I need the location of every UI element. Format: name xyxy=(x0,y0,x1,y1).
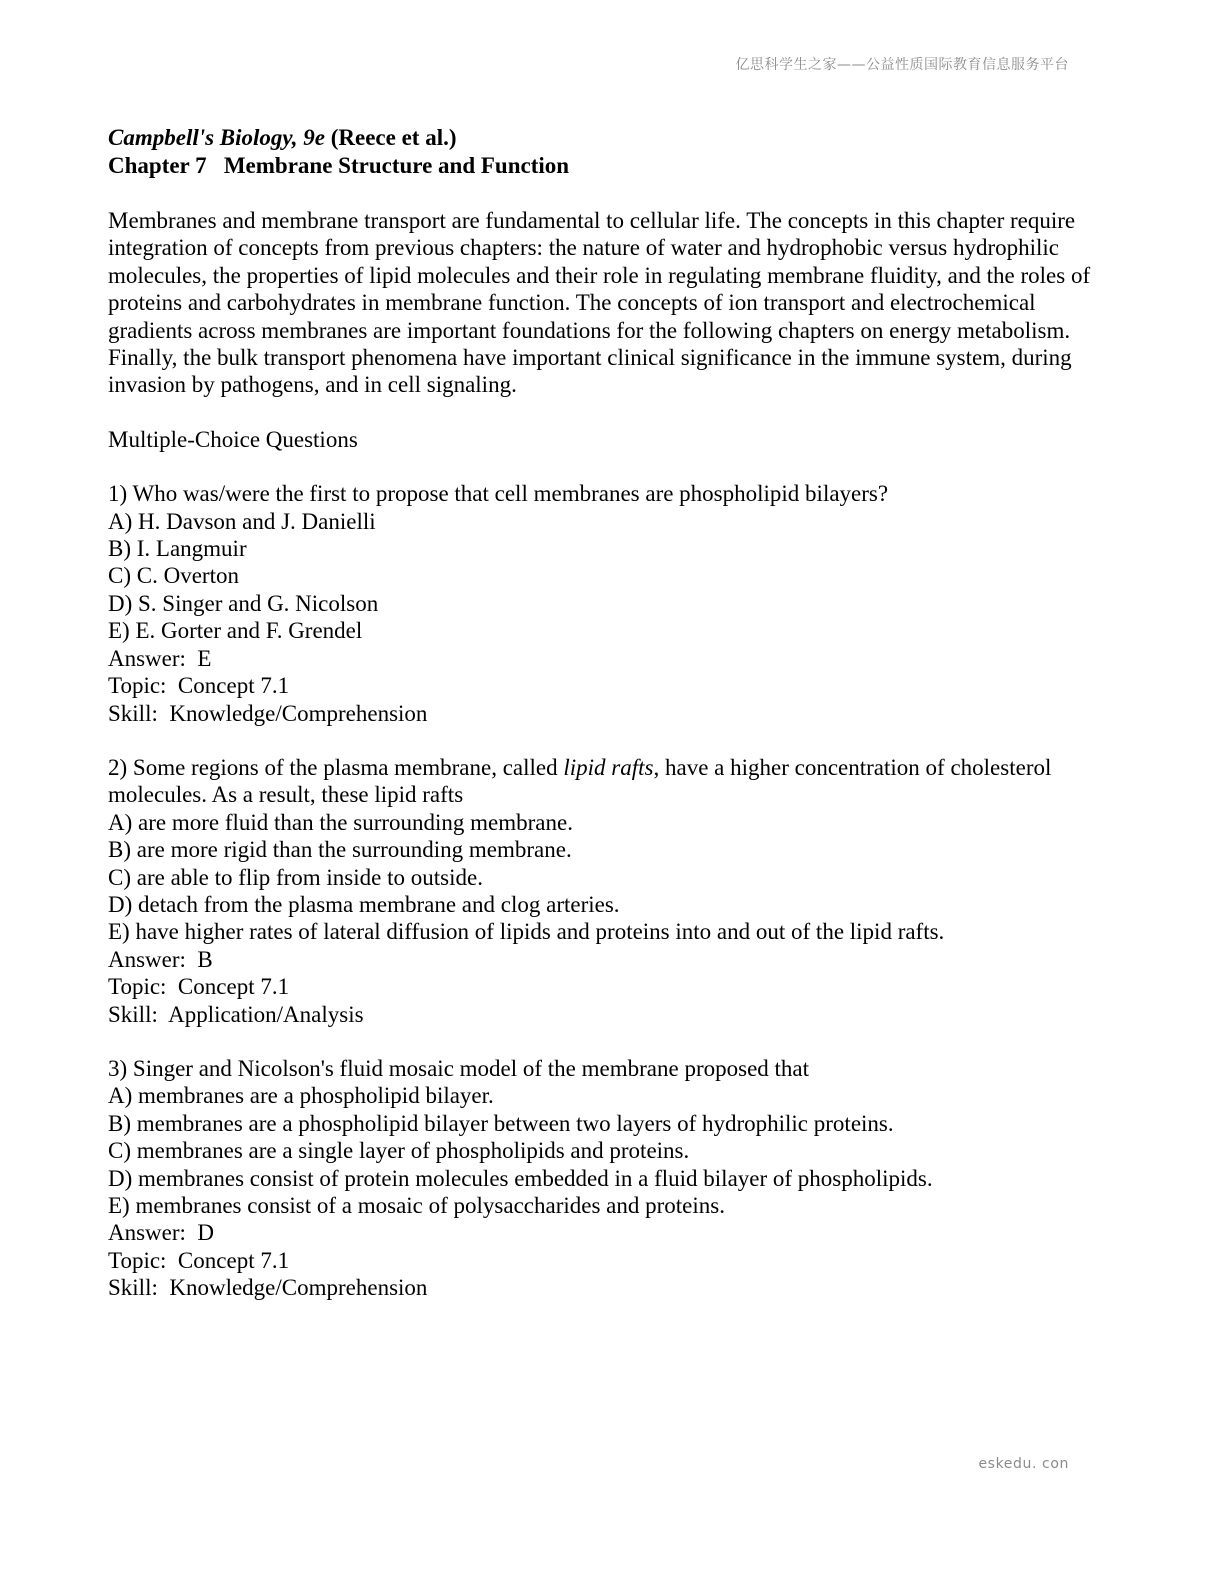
option-a: A) H. Davson and J. Danielli xyxy=(108,508,376,534)
topic-line: Topic: Concept 7.1 xyxy=(108,673,290,699)
topic-line: Topic: Concept 7.1 xyxy=(108,974,290,1000)
footer-site-text: eskedu. con xyxy=(978,1456,1069,1472)
option-e: E) membranes consist of a mosaic of polysaccharides and proteins. xyxy=(108,1193,725,1218)
option-b: B) I. Langmuir xyxy=(108,536,247,562)
option-a: A) are more fluid than the surrounding membrane. xyxy=(108,809,573,835)
chapter-title: Chapter 7 Membrane Structure and Function xyxy=(108,153,570,178)
question-stem: 1) Who was/were the first to propose that cell membranes are phospholipid bilayers? xyxy=(108,481,889,507)
option-a: A) membranes are a phospholipid bilayer. xyxy=(108,1083,494,1109)
option-b: B) membranes are a phospholipid bilayer between two layers of hydrophilic proteins. xyxy=(108,1110,894,1136)
option-c: C) C. Overton xyxy=(108,563,239,589)
question-1 xyxy=(108,480,1098,727)
topic-line: Topic: Concept 7.1 xyxy=(108,1247,290,1273)
option-d: D) S. Singer and G. Nicolson xyxy=(108,590,379,616)
book-title-italic: Campbell's Biology, 9e xyxy=(108,125,325,150)
option-d: D) membranes consist of protein molecules embedded in a fluid bilayer of phospholipids. xyxy=(108,1165,933,1191)
option-d: D) detach from the plasma membrane and clog arteries. xyxy=(108,891,620,917)
section-heading: Multiple-Choice Questions xyxy=(108,426,358,452)
answer-line: Answer: E xyxy=(108,645,212,671)
skill-line: Skill: Knowledge/Comprehension xyxy=(108,1275,428,1301)
skill-line: Skill: Knowledge/Comprehension xyxy=(108,700,428,726)
skill-line: Skill: Application/Analysis xyxy=(108,1001,364,1027)
answer-line: Answer: D xyxy=(108,1220,215,1246)
option-c: C) are able to flip from inside to outside. xyxy=(108,864,483,890)
intro-paragraph: Membranes and membrane transport are fundamental to cellular life. The concepts in this chapter require integration of concepts from previous chapters: the nature of water and hydrophobic versus hydrophilic molecules, the properties of lipid molecules and their role in regulating membrane fluidity, and the roles of proteins and carbohydrates in membrane function. The concepts of ion transport and electrochemical gradients across membranes are important foundations for the following chapters on energy metabolism. Finally, the bulk transport phenomena have important clinical significance in the immune system, during invasion by pathogens, and in cell signaling. xyxy=(108,208,1091,398)
option-e: E) E. Gorter and F. Grendel xyxy=(108,618,363,644)
question-3 xyxy=(108,1055,1098,1302)
stem-text: , have a higher concentration of cholesterol molecules. As a result, these lipid rafts xyxy=(108,754,1052,808)
book-title xyxy=(108,124,1098,152)
answer-line: Answer: B xyxy=(108,946,213,972)
document-body xyxy=(108,124,1098,1302)
question-2 xyxy=(108,754,1098,1028)
option-b: B) are more rigid than the surrounding membrane. xyxy=(108,837,572,863)
header-watermark: 亿思科学生之家——公益性质国际教育信息服务平台 xyxy=(735,57,1069,73)
question-stem: 3) Singer and Nicolson's fluid mosaic model of the membrane proposed that xyxy=(108,1055,810,1081)
book-title-authors: (Reece et al.) xyxy=(325,125,457,150)
question-stem xyxy=(108,754,1098,809)
stem-italic-term: lipid rafts xyxy=(563,754,654,780)
option-e: E) have higher rates of lateral diffusion of lipids and proteins into and out of the lipid rafts. xyxy=(108,919,945,945)
stem-text: 2) Some regions of the plasma membrane, called xyxy=(108,754,564,780)
option-c: C) membranes are a single layer of phospholipids and proteins. xyxy=(108,1138,690,1164)
